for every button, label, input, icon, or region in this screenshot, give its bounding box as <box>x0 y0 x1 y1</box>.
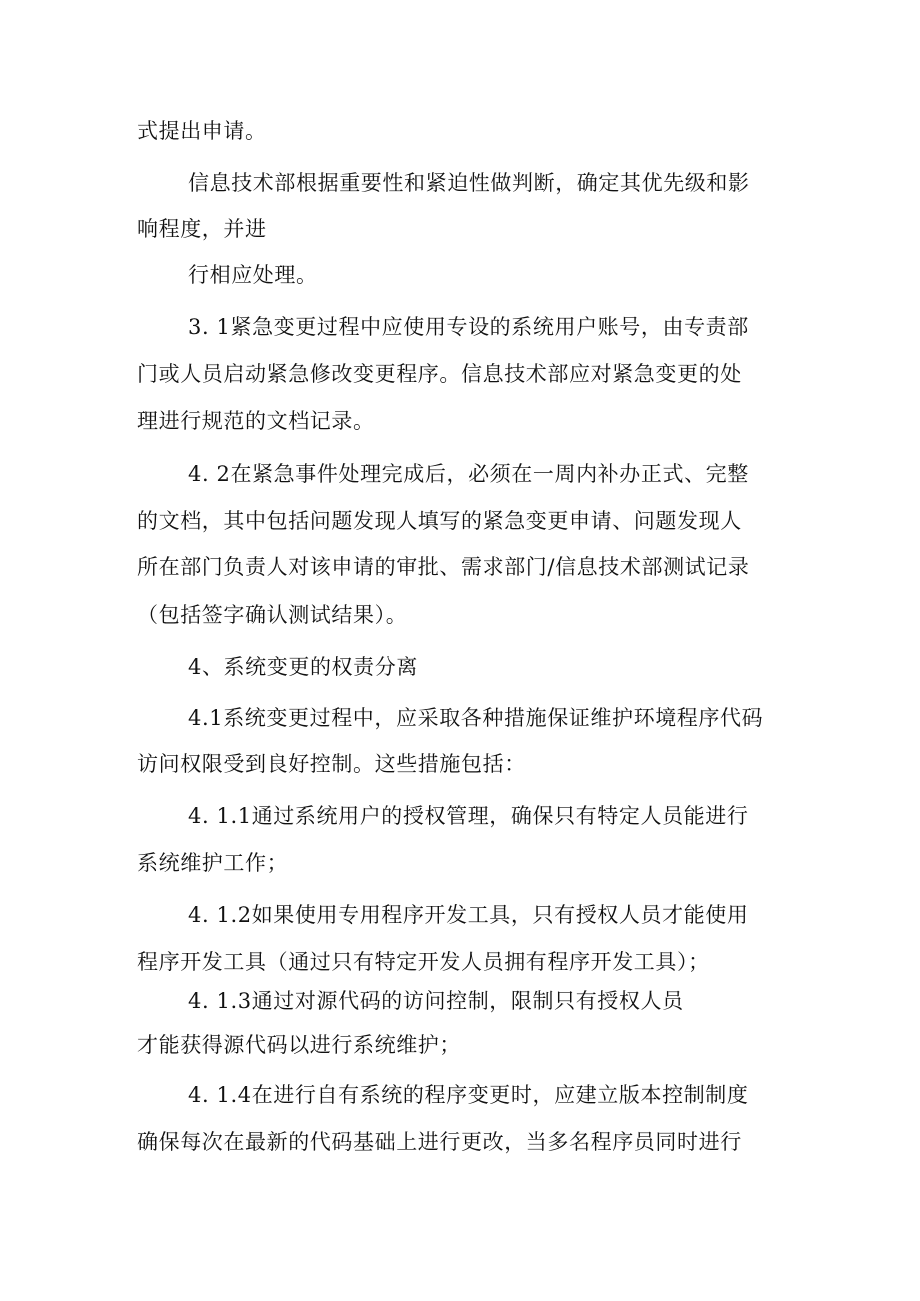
text-line: 才能获得源代码以进行系统维护； <box>137 1033 461 1057</box>
text-line: 门或人员启动紧急修改变更程序。信息技术部应对紧急变更的处 <box>137 362 742 386</box>
text-line: 响程度，并进 <box>137 217 267 241</box>
text-line: 行相应处理。 <box>188 263 318 287</box>
text-line: 4. 1.2如果使用专用程序开发工具，只有授权人员才能使用 <box>188 903 749 927</box>
text-line: （包括签字确认测试结果）。 <box>137 603 408 627</box>
text-line: 4. 1.3通过对源代码的访问控制，限制只有授权人员 <box>188 989 684 1013</box>
text-line: 4. 1.4在进行自有系统的程序变更时，应建立版本控制制度 <box>188 1083 749 1107</box>
text-line: 的文档，其中包括问题发现人填写的紧急变更申请、问题发现人 <box>137 509 742 533</box>
text-line: 4. 2在紧急事件处理完成后，必须在一周内补办正式、完整 <box>188 462 749 486</box>
text-line: 所在部门负责人对该申请的审批、需求部门/信息技术部测试记录 <box>137 555 750 579</box>
text-line: 3. 1紧急变更过程中应使用专设的系统用户账号，由专责部 <box>188 315 749 339</box>
text-line: 系统维护工作； <box>137 851 289 875</box>
text-line: 确保每次在最新的代码基础上进行更改，当多名程序员同时进行 <box>137 1130 742 1154</box>
text-line: 4.1系统变更过程中，应采取各种措施保证维护环境程序代码 <box>188 706 764 730</box>
text-line: 信息技术部根据重要性和紧迫性做判断，确定其优先级和影 <box>188 171 750 195</box>
text-line: 4. 1.1通过系统用户的授权管理，确保只有特定人员能进行 <box>188 804 749 828</box>
text-line: 式提出申请。 <box>137 119 267 143</box>
text-line: 理进行规范的文档记录。 <box>137 409 375 433</box>
section-heading: 4、系统变更的权责分离 <box>188 655 418 679</box>
text-line: 程序开发工具（通过只有特定开发人员拥有程序开发工具）； <box>137 950 710 974</box>
text-line: 访问权限受到良好控制。这些措施包括： <box>137 752 526 776</box>
